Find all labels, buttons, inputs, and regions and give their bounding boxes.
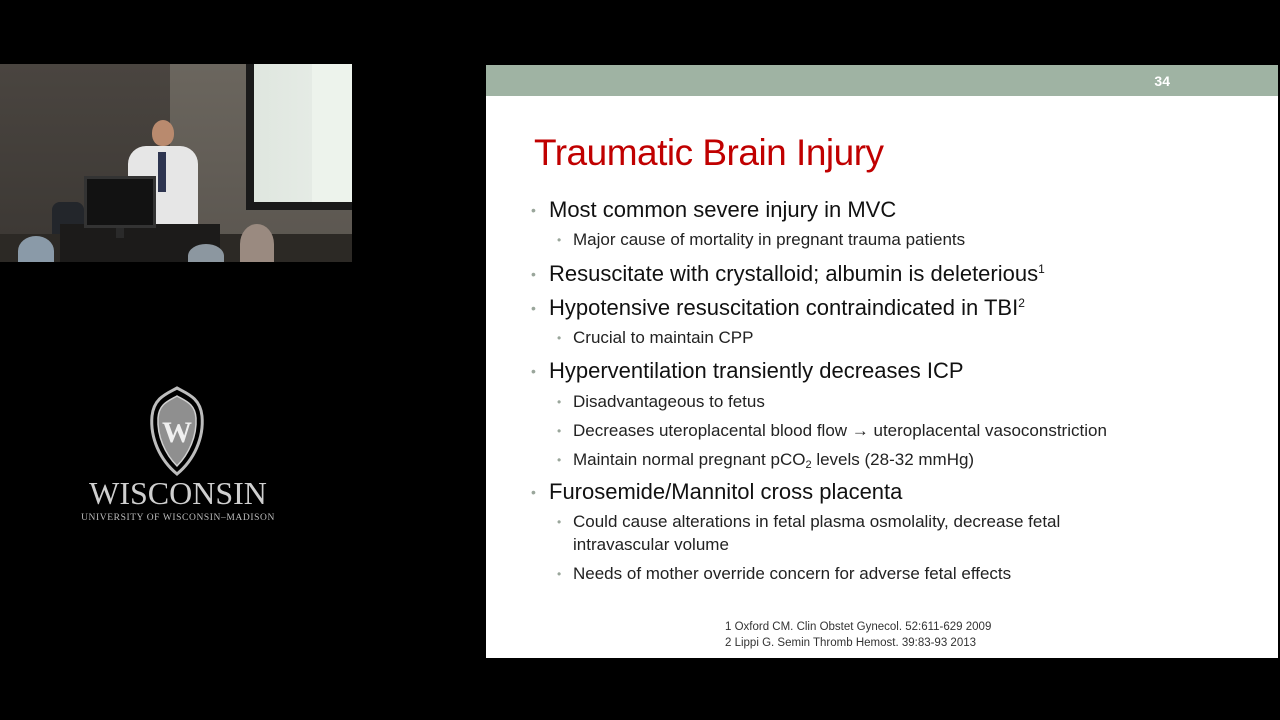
bullet-dot-icon: • [557, 515, 562, 529]
bullet-dot-icon: • [557, 453, 562, 467]
bullet-dot-icon: • [557, 567, 562, 581]
sub-bullet-item: • Maintain normal pregnant pCO$_2$ levels (28-32 mmHg) [557, 450, 975, 471]
bullet-item: • Furosemide/Mannitol cross placenta [531, 479, 903, 504]
sub-bullet-item: • Disadvantageous to fetus [557, 392, 765, 411]
sub-bullet-continuation: intravascular volume [573, 535, 729, 554]
podium-monitor [84, 176, 156, 228]
bullet-dot-icon: • [531, 202, 536, 218]
bullet-dot-icon: • [557, 424, 562, 438]
crest-letter: W [162, 416, 192, 449]
references [725, 619, 991, 651]
sub-bullet-item: • Decreases uteroplacental blood flow → uteroplacental vasoconstriction [557, 421, 1107, 440]
citation-superscript: 2 [1018, 296, 1025, 310]
audience-member [188, 244, 224, 262]
bullet-dot-icon: • [557, 331, 562, 345]
reference-item: 1 Oxford CM. Clin Obstet Gynecol. 52:611-629 2009 [725, 621, 992, 633]
sub-bullet-item: • Needs of mother override concern for adverse fetal effects [557, 564, 1012, 583]
speaker-tie [158, 152, 166, 192]
reference-item: 2 Lippi G. Semin Thromb Hemost. 39:83-93 2013 [725, 637, 977, 649]
citation-superscript: 1 [1038, 262, 1045, 276]
speaker-video-feed [0, 64, 352, 262]
bullet-dot-icon: • [557, 395, 562, 409]
slide-title: Traumatic Brain Injury [534, 132, 884, 173]
speaker-head [152, 120, 174, 146]
bullet-dot-icon: • [531, 363, 536, 379]
bullet-item: • Resuscitate with crystalloid; albumin is deleterious$^1$ [531, 261, 1045, 286]
university-subtitle: UNIVERSITY OF WISCONSIN–MADISON [81, 513, 275, 523]
bullet-dot-icon: • [531, 300, 536, 316]
bullet-item: • Most common severe injury in MVC [531, 197, 897, 222]
slide-number: 34 [1154, 73, 1170, 89]
bullet-item: • Hyperventilation transiently decreases ICP [531, 358, 964, 383]
audience-member [18, 236, 54, 262]
bullet-item: • Hypotensive resuscitation contraindicated in TBI$^2$ [531, 295, 1025, 320]
presentation-slide [486, 65, 1278, 658]
sub-bullet-item: • Could cause alterations in fetal plasma osmolality, decrease fetal [557, 512, 1061, 531]
university-wordmark: WISCONSIN [89, 475, 267, 511]
slide-header-bar [486, 65, 1278, 96]
sub-bullet-item: • Major cause of mortality in pregnant trauma patients [557, 230, 966, 249]
projection-screen-strip [312, 64, 352, 202]
audience-member [240, 224, 274, 262]
bullet-dot-icon: • [557, 233, 562, 247]
university-logo [70, 384, 286, 534]
monitor-stand [116, 228, 124, 238]
bullet-dot-icon: • [531, 266, 536, 282]
sub-bullet-item: • Crucial to maintain CPP [557, 328, 754, 347]
bullet-dot-icon: • [531, 484, 536, 500]
university-crest-icon [148, 386, 206, 476]
